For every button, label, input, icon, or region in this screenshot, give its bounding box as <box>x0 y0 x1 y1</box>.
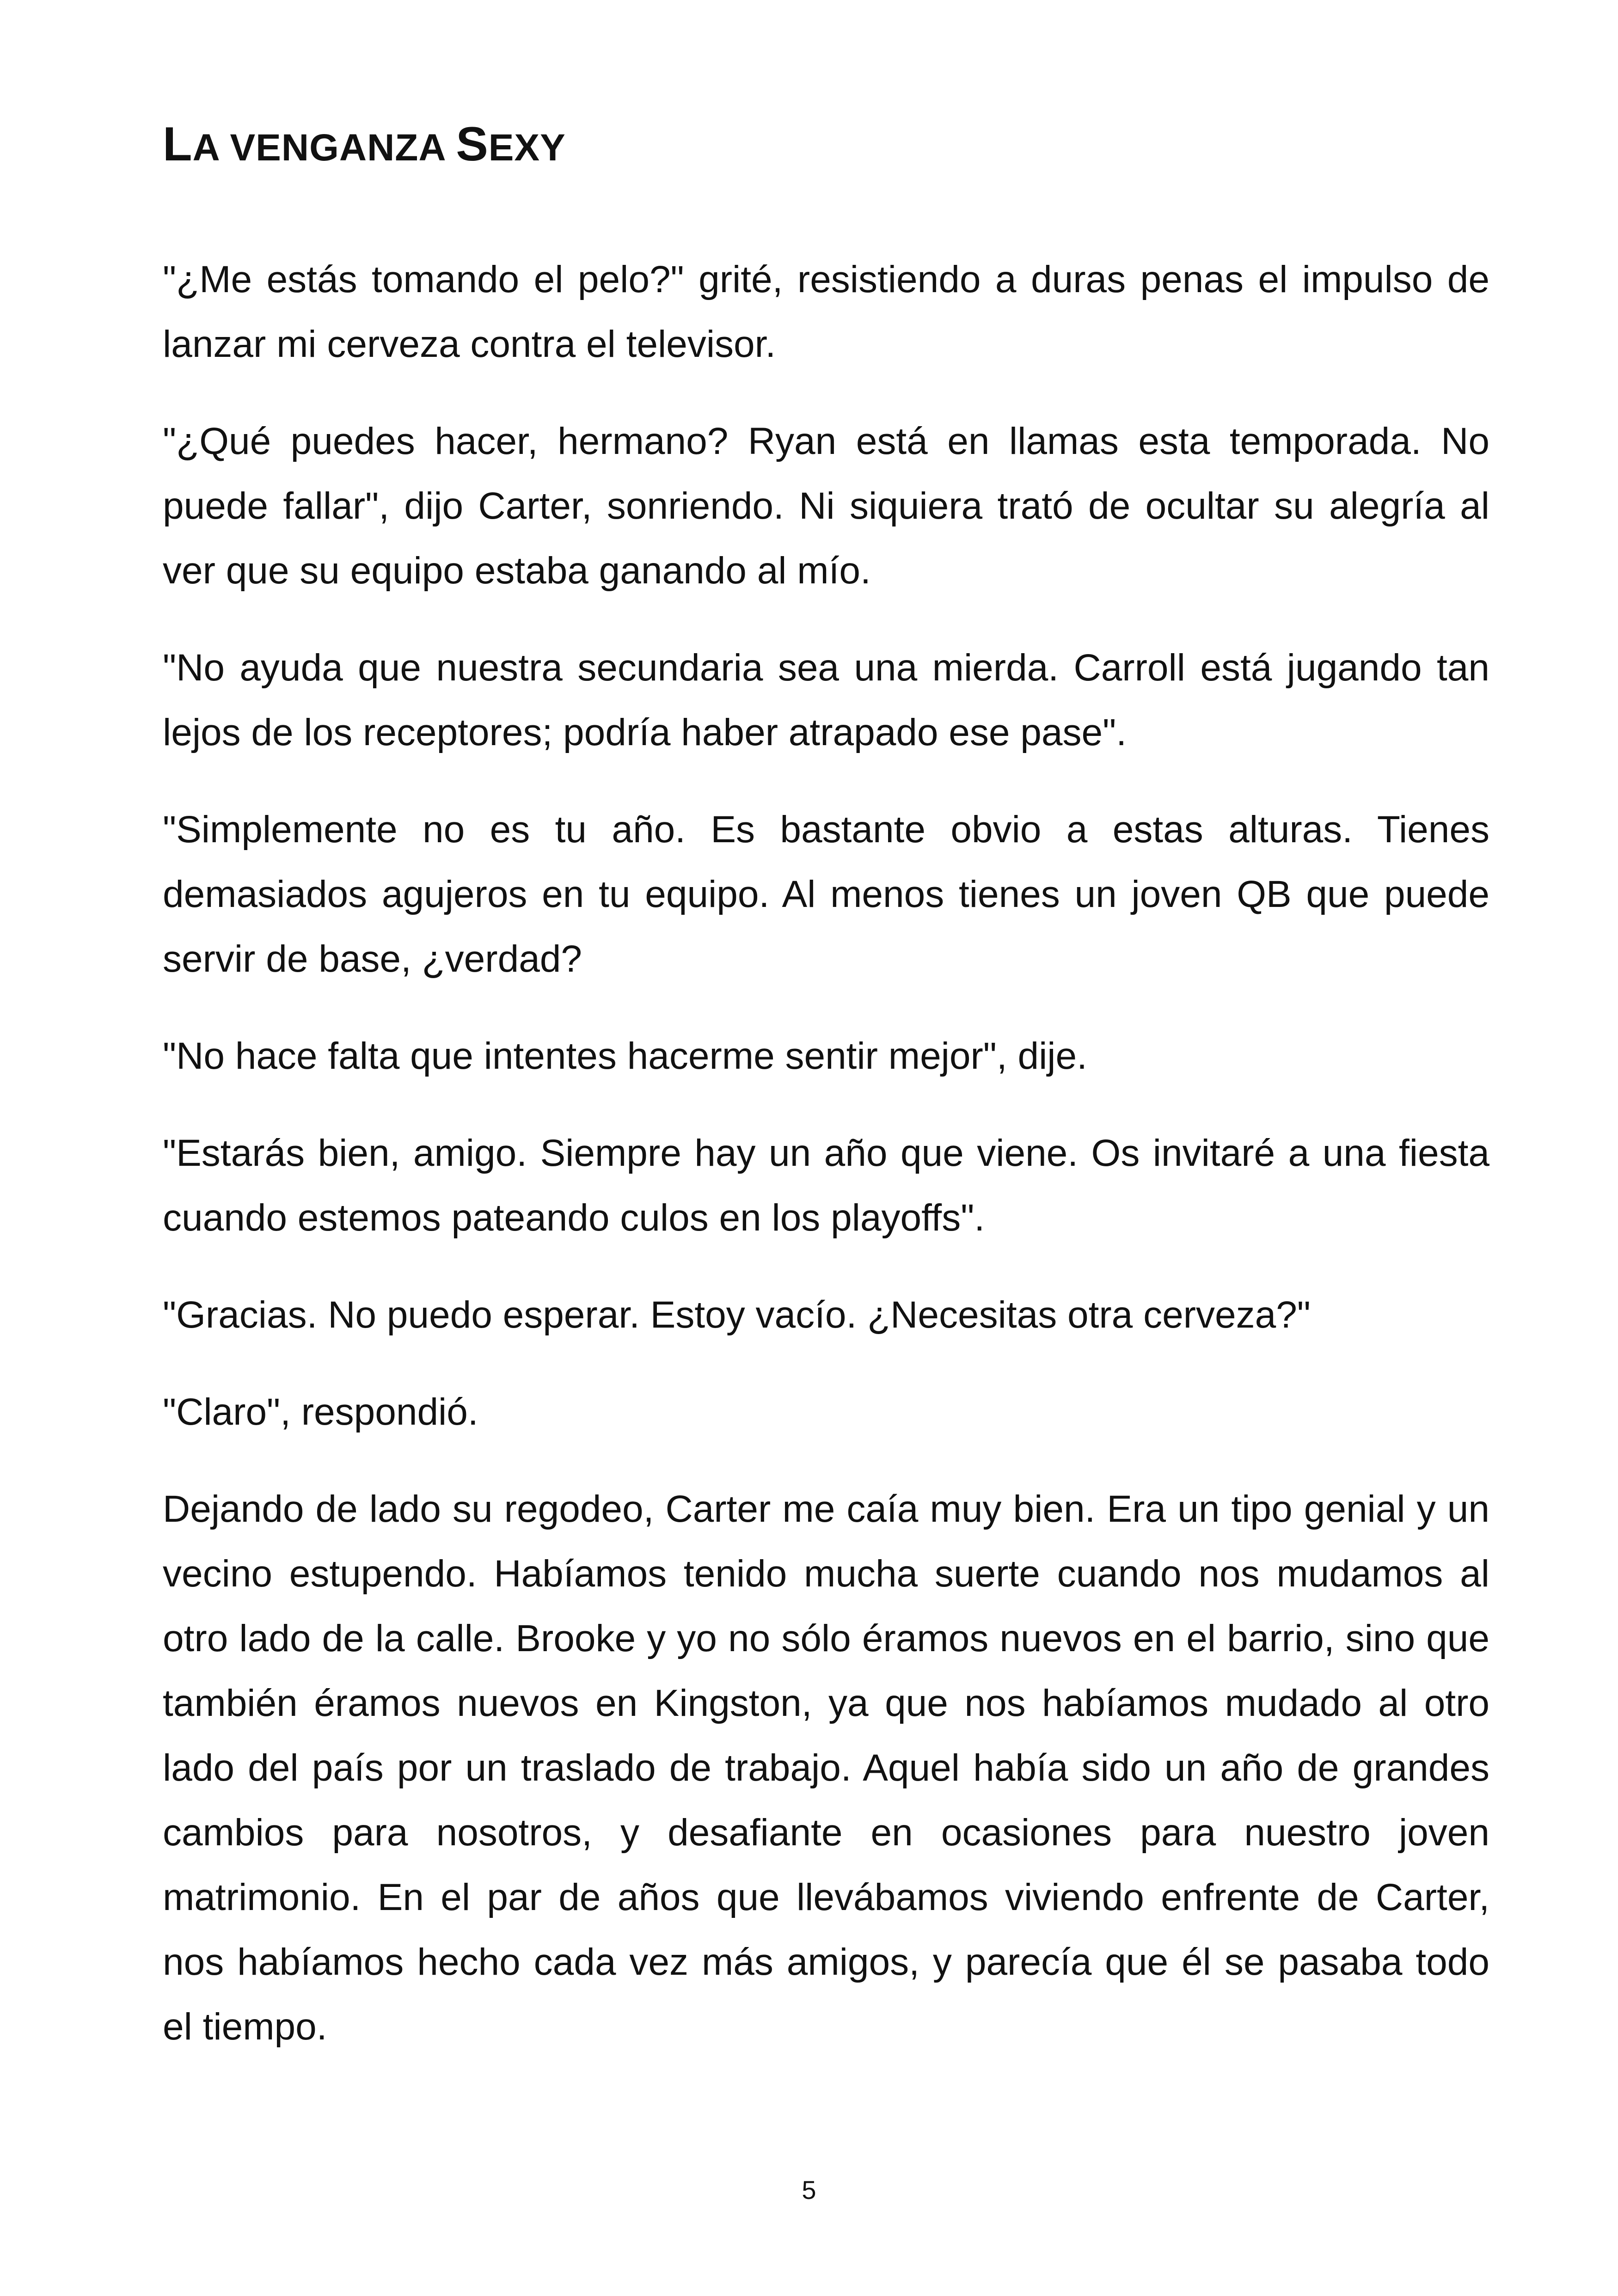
paragraph: "¿Qué puedes hacer, hermano? Ryan está en llamas esta temporada. No puede fallar", dijo Carter, sonriendo. Ni siquiera trató de ocultar su alegría al ver que su equipo estaba ganando al mío. <box>163 420 1489 592</box>
paragraph: "Estarás bien, amigo. Siempre hay un año que viene. Os invitaré a una fiesta cuando estemos pateando culos en los playoffs". <box>163 1132 1489 1239</box>
chapter-title-part: L <box>163 117 193 171</box>
paragraph: "No hace falta que intentes hacerme sentir mejor", dije. <box>163 1035 1087 1077</box>
chapter-title <box>163 116 1489 173</box>
paragraph: "No ayuda que nuestra secundaria sea una mierda. Carroll está jugando tan lejos de los receptores; podría haber atrapado ese pase". <box>163 646 1489 753</box>
page-content <box>163 116 1489 2092</box>
paragraph: "Simplemente no es tu año. Es bastante obvio a estas alturas. Tienes demasiados agujeros en tu equipo. Al menos tienes un joven QB que puede servir de base, ¿verdad? <box>163 808 1489 980</box>
page-number: 5 <box>802 2175 816 2204</box>
chapter-title-part: S <box>456 117 489 171</box>
paragraph: "Gracias. No puedo esperar. Estoy vacío. ¿Necesitas otra cerveza?" <box>163 1293 1311 1336</box>
chapter-title-part: A VENGANZA <box>192 127 456 169</box>
paragraph: "¿Me estás tomando el pelo?" grité, resistiendo a duras penas el impulso de lanzar mi cerveza contra el televisor. <box>163 258 1489 365</box>
chapter-title-part: EXY <box>488 127 566 169</box>
paragraph: "Claro", respondió. <box>163 1390 478 1433</box>
paragraph: Dejando de lado su regodeo, Carter me caía muy bien. Era un tipo genial y un vecino estupendo. Habíamos tenido mucha suerte cuando nos mudamos al otro lado de la calle. Brooke y yo no sólo éramos nuevos en el barrio, sino que también éramos nuevos en Kingston, ya que nos habíamos mudado al otro lado del país por un traslado de trabajo. Aquel había sido un año de grandes cambios para nosotros, y desafiante en ocasiones para nuestro joven matrimonio. En el par de años que llevábamos viviendo enfrente de Carter, nos habíamos hecho cada vez más amigos, y parecía que él se pasaba todo el tiempo. <box>163 1488 1489 2048</box>
